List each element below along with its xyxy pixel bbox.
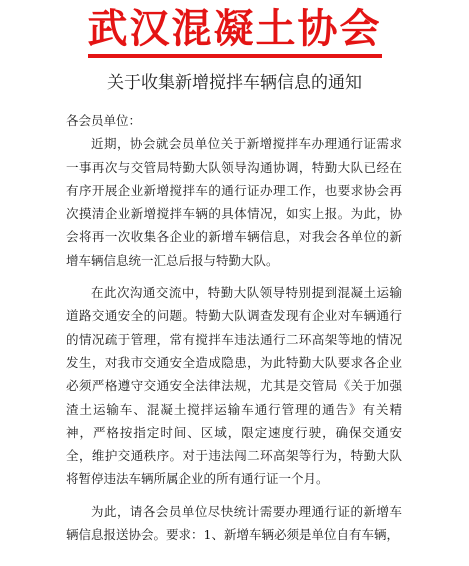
notice-title: 关于收集新增搅拌车辆信息的通知 bbox=[107, 73, 362, 93]
document-body bbox=[66, 109, 402, 546]
paragraph-2: 在此次沟通交流中，特勤大队领导特别提到混凝土运输道路交通安全的问题。特勤大队调查发现有企业对车辆通行的情况疏于管理，常有搅拌车违法通行二环高架等地的情况发生，对我市交通安全造成隐患，为此特勤大队要求各企业必须严格遵守交通安全法律法规，尤其是交管局《关于加强渣土运输车、混凝土搅拌运输车通行管理的通告》有关精神，严格按指定时间、区域，限定速度行驶，确保交通安全，维护交通秩序。对于违法闯二环高架等行为，特勤大队将暂停违法车辆所属企业的所有通行证一个月。 bbox=[66, 285, 402, 487]
paragraph-gap bbox=[66, 491, 402, 500]
paragraph-3: 为此，请各会员单位尽快统计需要办理通行证的新增车辆信息报送协会。要求：1、新增车辆必须是单位自有车辆， bbox=[66, 503, 402, 543]
org-title-text: 武汉混凝土协会 bbox=[88, 6, 382, 58]
salutation: 各会员单位： bbox=[66, 113, 142, 128]
org-title bbox=[0, 6, 469, 58]
paragraph-1: 近期，协会就会员单位关于新增搅拌车办理通行证需求一事再次与交管局特勤大队领导沟通协调，特勤大队已经在有序开展企业新增搅拌车的通行证办理工作，也要求协会再次摸清企业新增搅拌车辆的具体情况，如实上报。为此，协会将再一次收集各企业的新增车辆信息，对我会各单位的新增车辆信息统一汇总后报与特勤大队。 bbox=[66, 136, 402, 268]
paragraph-gap bbox=[66, 272, 402, 281]
